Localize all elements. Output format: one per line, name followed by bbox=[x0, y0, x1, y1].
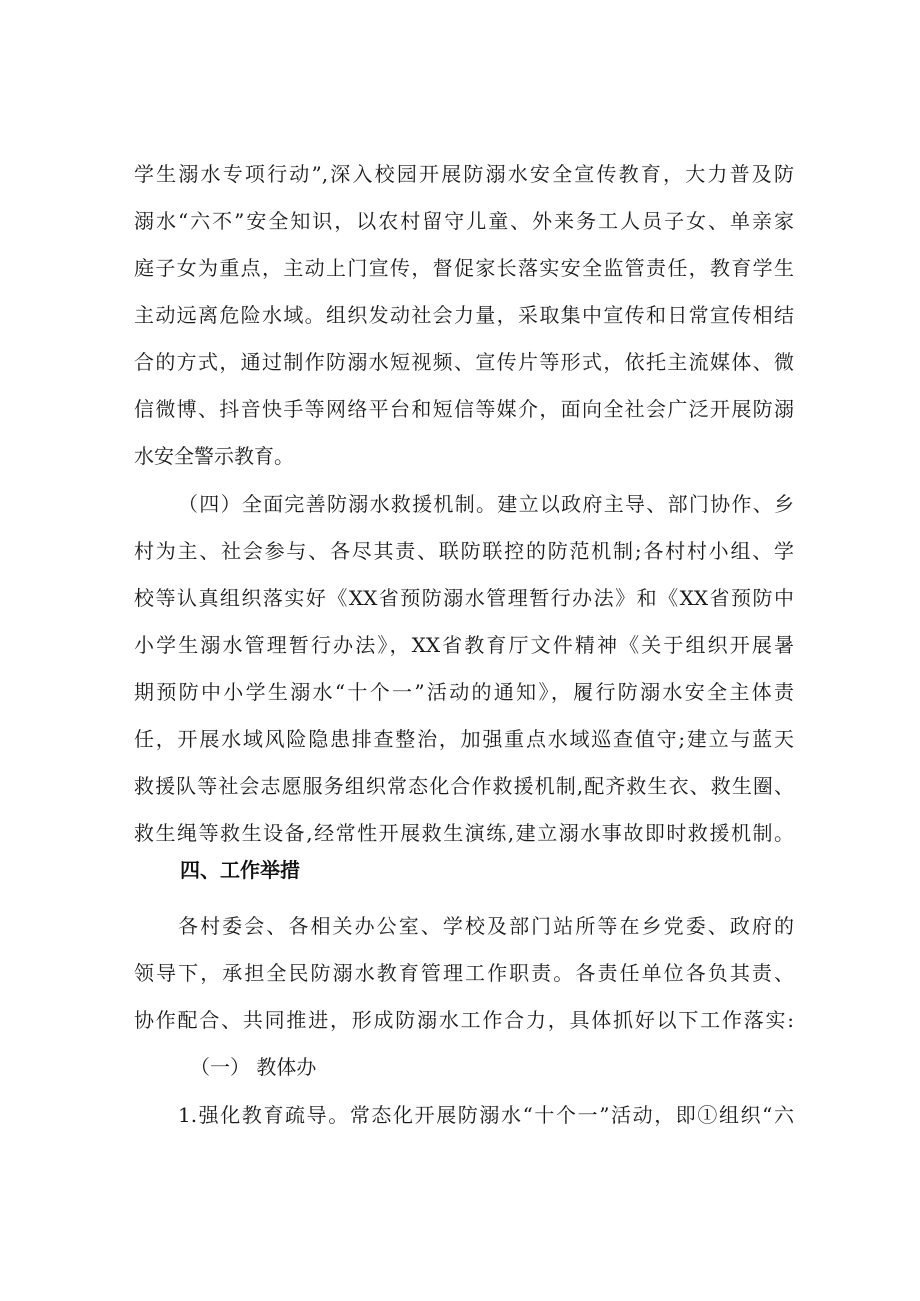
para2-line-5: 期预防中小学生溺水“十个一”活动的通知》，履行防溺水安全主体责 bbox=[134, 680, 794, 704]
para1-line-2: 溺水“六不”安全知识，以农村留守儿童、外来务工人员子女、单亲家 bbox=[134, 209, 794, 233]
para3-line-2: 领导下，承担全民防溺水教育管理工作职责。各责任单位各负其责、 bbox=[134, 961, 794, 985]
para1-line-1: 学生溺水专项行动”,深入校园开展防溺水安全宣传教育，大力普及防 bbox=[134, 162, 794, 186]
para3-line-1: 各村委会、各相关办公室、学校及部门站所等在乡党委、政府的 bbox=[178, 914, 794, 938]
para2-line-2: 村为主、社会参与、各尽其责、联防联控的防范机制;各村村小组、学 bbox=[134, 539, 794, 563]
para1-line-5: 合的方式，通过制作防溺水短视频、宣传片等形式，依托主流媒体、微 bbox=[134, 350, 794, 374]
subsection-heading: （一） 教体办 bbox=[190, 1055, 317, 1079]
para2-line-6: 任，开展水域风险隐患排查整治，加强重点水域巡查值守;建立与蓝天 bbox=[134, 727, 794, 751]
para2-line-1: （四）全面完善防溺水救援机制。建立以政府主导、部门协作、乡 bbox=[178, 492, 794, 516]
para2-line-4: 小学生溺水管理暂行办法》，XX省教育厅文件精神《关于组织开展暑 bbox=[134, 633, 794, 657]
para2-line-8: 救生绳等救生设备,经常性开展救生演练,建立溺水事故即时救援机制。 bbox=[134, 821, 794, 845]
para1-line-4: 主动远离危险水域。组织发动社会力量，采取集中宣传和日常宣传相结 bbox=[134, 303, 794, 327]
para1-line-3: 庭子女为重点，主动上门宣传，督促家长落实安全监管责任，教育学生 bbox=[134, 256, 794, 280]
item-1-line: 1.强化教育疏导。常态化开展防溺水“十个一”活动，即①组织“六 bbox=[178, 1103, 794, 1127]
para3-line-3: 协作配合、共同推进，形成防溺水工作合力，具体抓好以下工作落实: bbox=[134, 1008, 794, 1032]
para1-line-6: 信微博、抖音快手等网络平台和短信等媒介，面向全社会广泛开展防溺 bbox=[134, 397, 794, 421]
para2-line-3: 校等认真组织落实好《XX省预防溺水管理暂行办法》和《XX省预防中 bbox=[134, 586, 794, 610]
para2-line-7: 救援队等社会志愿服务组织常态化合作救援机制,配齐救生衣、救生圈、 bbox=[134, 774, 794, 798]
para1-line-7: 水安全警示教育。 bbox=[134, 444, 294, 468]
section-heading: 四、工作举措 bbox=[180, 858, 300, 882]
